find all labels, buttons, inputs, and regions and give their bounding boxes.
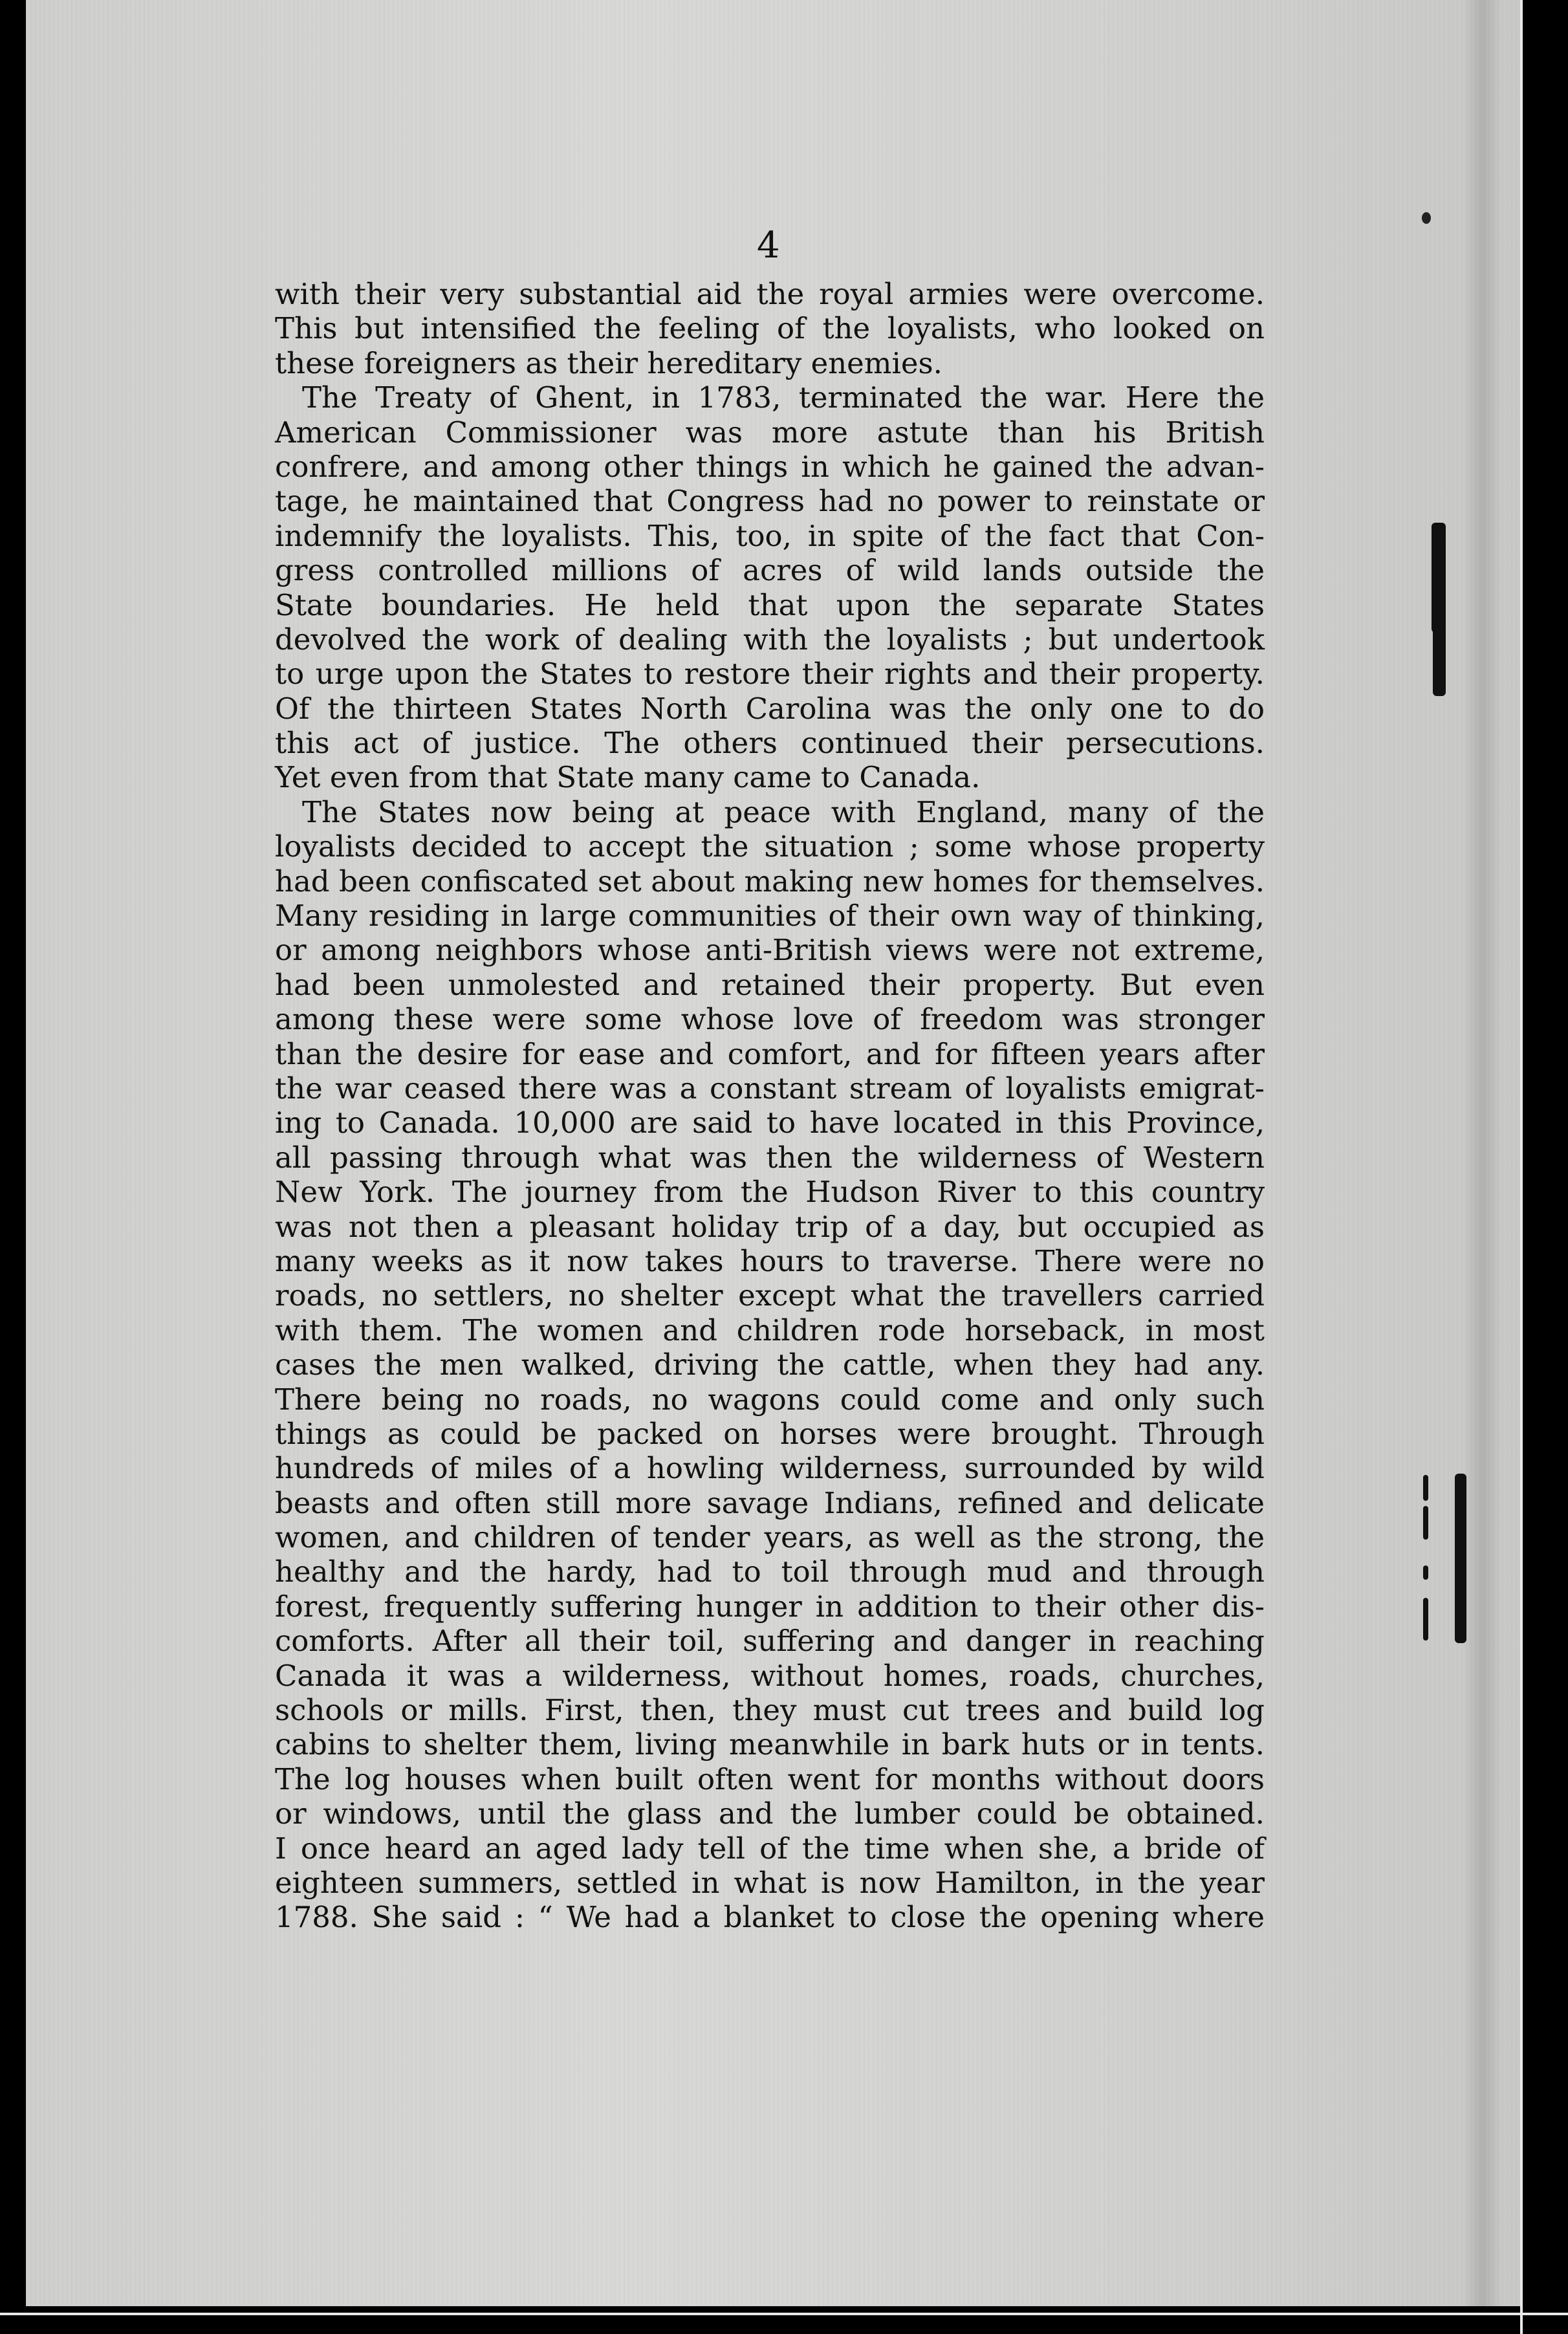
page-body-text [275, 277, 1265, 1935]
page-fold-shadow [1463, 0, 1502, 2306]
text-line: schools or mills. First, then, they must cut trees and build log [275, 1693, 1265, 1728]
text-line: gress controlled millions of acres of wild lands outside the [275, 553, 1265, 588]
binding-mark-lower-3 [1423, 1475, 1428, 1501]
text-line: I once heard an aged lady tell of the time when she, a bride of [275, 1831, 1265, 1866]
page-number: 4 [757, 224, 780, 267]
text-line: all passing through what was then the wilderness of Western [275, 1140, 1265, 1175]
text-line: New York. The journey from the Hudson River to this country [275, 1175, 1265, 1210]
binding-mark-lower-6 [1423, 1598, 1428, 1641]
text-line: roads, no settlers, no shelter except what the travellers carried [275, 1278, 1265, 1313]
text-line: beasts and often still more savage Indians, refined and delicate [275, 1485, 1265, 1520]
text-line: loyalists decided to accept the situation ; some whose property [275, 829, 1265, 864]
scan-bottom-line [0, 2313, 1568, 2315]
text-line: had been confiscated set about making new homes for themselves. [275, 864, 1265, 899]
text-line: things as could be packed on horses were brought. Through [275, 1416, 1265, 1451]
text-line: This but intensified the feeling of the loyalists, who looked on [275, 311, 1265, 346]
text-line: 1788. She said : “ We had a blanket to close the opening where [275, 1900, 1265, 1935]
text-line: ing to Canada. 10,000 are said to have located in this Province, [275, 1106, 1265, 1140]
text-line: healthy and the hardy, had to toil through mud and through [275, 1554, 1265, 1589]
text-line: cabins to shelter them, living meanwhile in bark huts or in tents. [275, 1727, 1265, 1762]
text-line: or among neighbors whose anti-British views were not extreme, [275, 933, 1265, 968]
text-line: Of the thirteen States North Carolina was the only one to do [275, 691, 1265, 726]
text-line: than the desire for ease and comfort, and for fifteen years after [275, 1036, 1265, 1071]
text-line: among these were some whose love of freedom was stronger [275, 1002, 1265, 1037]
text-line: The log houses when built often went for months without doors [275, 1761, 1265, 1796]
binding-mark-lower-5 [1423, 1565, 1428, 1580]
text-line: this act of justice. The others continued their persecutions. [275, 726, 1265, 761]
text-line: hundreds of miles of a howling wilderness, surrounded by wild [275, 1451, 1265, 1486]
text-line: women, and children of tender years, as well as the strong, the [275, 1520, 1265, 1555]
text-line: There being no roads, no wagons could come and only such [275, 1382, 1265, 1417]
text-line: with their very substantial aid the royal armies were overcome. [275, 277, 1265, 311]
text-line: had been unmolested and retained their property. But even [275, 967, 1265, 1002]
paragraph-start-line: The States now being at peace with England, many of the [302, 794, 1265, 829]
text-line: eighteen summers, settled in what is now Hamilton, in the year [275, 1865, 1265, 1900]
text-line: with them. The women and children rode horseback, in most [275, 1313, 1265, 1347]
margin-dot-top [1422, 212, 1431, 224]
text-line: Canada it was a wilderness, without homes, roads, churches, [275, 1658, 1265, 1693]
text-line: Many residing in large communities of their own way of thinking, [275, 899, 1265, 933]
text-line: these foreigners as their hereditary enemies. [275, 345, 942, 380]
scan-edge-line [1520, 0, 1523, 2334]
binding-mark-lower-2 [1455, 1560, 1466, 1643]
binding-mark-lower-4 [1423, 1506, 1428, 1540]
text-line: American Commissioner was more astute than his British [275, 415, 1265, 450]
binding-mark-upper-2 [1433, 620, 1446, 696]
text-line: to urge upon the States to restore their rights and their property. [275, 657, 1265, 692]
text-line: devolved the work of dealing with the loyalists ; but undertook [275, 622, 1265, 657]
text-line: many weeks as it now takes hours to traverse. There were no [275, 1243, 1265, 1278]
text-line: tage, he maintained that Congress had no power to reinstate or [275, 484, 1265, 519]
text-line: comforts. After all their toil, suffering and danger in reaching [275, 1624, 1265, 1659]
text-line: confrere, and among other things in which he gained the advan- [275, 449, 1265, 484]
text-line: indemnify the loyalists. This, too, in spite of the fact that Con- [275, 518, 1265, 553]
text-line: was not then a pleasant holiday trip of a day, but occupied as [275, 1209, 1265, 1244]
text-line: Yet even from that State many came to Canada. [275, 760, 981, 795]
text-line: the war ceased there was a constant stream of loyalists emigrat- [275, 1071, 1265, 1106]
text-line: or windows, until the glass and the lumber could be obtained. [275, 1796, 1265, 1831]
paragraph-start-line: The Treaty of Ghent, in 1783, terminated the war. Here the [302, 380, 1265, 415]
text-line: State boundaries. He held that upon the separate States [275, 587, 1265, 622]
text-line: forest, frequently suffering hunger in addition to their other dis- [275, 1589, 1265, 1624]
binding-mark-upper-1 [1432, 523, 1446, 633]
text-line: cases the men walked, driving the cattle, when they had any. [275, 1347, 1265, 1382]
